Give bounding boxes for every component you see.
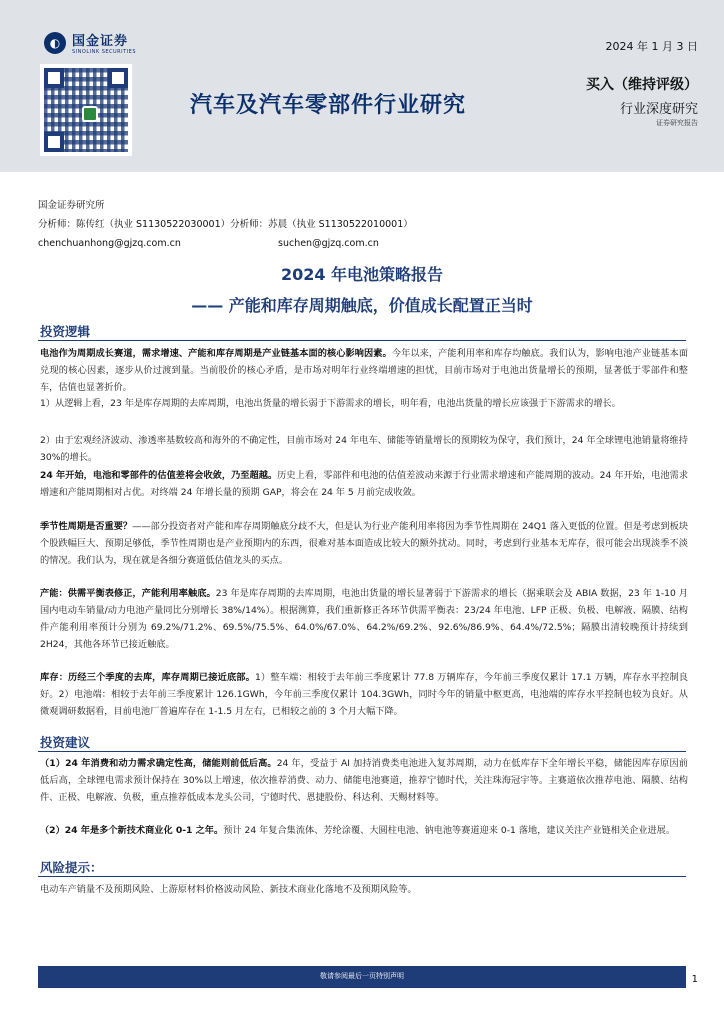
logo-cn: 国金证券 — [72, 34, 129, 49]
report-subtitle: —— 产能和库存周期触底，价值成长配置正当时 — [191, 296, 533, 315]
section-heading-risk: 风险提示： — [40, 860, 103, 875]
company-logo — [44, 30, 136, 55]
report-header — [0, 0, 724, 184]
paragraph-lead: 电池作为周期成长赛道，需求增速、产能和库存周期是产业链基本面的核心影响因素。 — [40, 348, 392, 359]
footer-disclaimer[interactable]: 敬请参阅最后一页特别声明 — [320, 972, 404, 980]
section-heading-logic: 投资逻辑 — [40, 324, 91, 339]
paragraph-lead: （1）24 年消费和动力需求确定性高，储能则前低后高。 — [40, 758, 277, 769]
section-divider — [38, 340, 686, 341]
page-number: 1 — [691, 974, 698, 985]
paragraph: 产能：供需平衡表修正，产能利用率触底。23 年是库存周期的去库周期，电池出货量的增长显著弱于下游需求的增长（据乘联会及 ABIA 数据，23 年 1-10 月国内电动车销量/动力电池产量同比分别增长 38%/14%）。根据测算，我们重新修正各环节供需平衡表：23/24 年电池、LFP 正极、负极、电解液、隔膜、结构件产能利用率预计分别为 69.2%/71.2%、69.5%/75.5%、64.0%/67.0%、64.2%/69.2%、92.6%/86.9%、64.4%/72.5%；隔膜出清较晚预计持续到 2H24，其他各环节已接近触底。 — [40, 588, 688, 650]
paragraph-lead: 产能：供需平衡表修正，产能利用率触底。 — [40, 588, 216, 599]
paragraph: 季节性周期是否重要？——部分投资者对产能和库存周期触底分歧不大，但是认为行业产能利用率将因为季节性周期在 24Q1 落入更低的位置。但是考虑到板块个股跌幅巨大、预期足够低，季节性周期也是产业预期内的东西，很难对基本面造成比较大的额外扰动。同时，考虑到行业基本无库存，很可能会出现淡季不淡的情况。我们认为，现在就是各细分赛道低估值龙头的买点。 — [40, 521, 689, 566]
paragraph-lead: 库存：历经三个季度的去库，库存周期已接近底部。 — [40, 672, 255, 683]
email-link-1[interactable]: chenchuanhong@gjzq.com.cn — [38, 238, 181, 249]
paragraph: （1）24 年消费和动力需求确定性高，储能则前低后高。24 年，受益于 AI 加持消费类电池进入复苏周期，动力在低库存下全年增长平稳，储能因库存原因前低后高，全球锂电需求预计保持在 30%以上增速，依次推荐消费、动力、储能电池赛道，推荐宁德时代，关注珠海冠宇等。主赛道依次推荐电池、隔膜、结构件、正极、电解液、负极，重点推荐低成本龙头公司，宁德时代、恩捷股份、科达利、天赐材料等。 — [40, 758, 688, 803]
paragraph-lead: 24 年开始，电池和零部件的估值差将会收敛，乃至超越。 — [40, 470, 278, 481]
logo-mark-icon: ◐ — [44, 32, 66, 54]
rating-badge: 买入（维持评级） — [586, 77, 698, 93]
institute-name: 国金证券研究所 — [38, 200, 105, 211]
paragraph: 24 年开始，电池和零部件的估值差将会收敛，乃至超越。历史上看，零部件和电池的估值差波动来源于行业需求增速和产能周期的波动。24 年开始，电池需求增速和产能周期相对占优。对终端 24 年增长量的预期 GAP，将会在 24 年 5 月前完成收敛。 — [40, 470, 689, 498]
report-title: 2024 年电池策略报告 — [280, 265, 444, 284]
report-date: 2024 年 1 月 3 日 — [605, 40, 698, 53]
report-subtype: 证券研究报告 — [656, 119, 698, 127]
report-type: 行业深度研究 — [619, 102, 698, 117]
section-heading-advice: 投资建议 — [40, 735, 91, 750]
paragraph: 电动车产销量不及预期风险、上游原材料价格波动风险、新技术商业化落地不及预期风险等。 — [40, 884, 417, 895]
qr-code-icon[interactable] — [40, 64, 132, 156]
analyst-info — [38, 196, 413, 253]
section-divider — [38, 876, 686, 877]
paragraph-lead: （2）24 年是多个新技术商业化 0-1 之年。 — [40, 825, 224, 836]
section-divider — [38, 751, 686, 752]
paragraph: 1）从逻辑上看，23 年是库存周期的去库周期，电池出货量的增长弱于下游需求的增长，明年看，电池出货量的增长应该强于下游需求的增长。 — [40, 398, 621, 409]
logo-en: SINOLINK SECURITIES — [72, 49, 136, 55]
industry-title: 汽车及汽车零部件行业研究 — [190, 93, 467, 118]
paragraph: 库存：历经三个季度的去库，库存周期已接近底部。1）整车端：相较于去年前三季度累计 77.8 万辆库存，今年前三季度仅累计 17.1 万辆，库存水平控制良好。2）电池端：相较于去年前三季度累计 126.1GWh，今年前三季度仅累计 104.3GWh，同时今年的销量中枢更高，电池端的库存水平控制也较为良好。从微观调研数据看，目前电池厂普遍库存在 1-1.5 月左右，已相较之前的 3 个月大幅下降。 — [40, 672, 688, 717]
paragraph-lead: 季节性周期是否重要？ — [40, 521, 133, 532]
paragraph: 电池作为周期成长赛道，需求增速、产能和库存周期是产业链基本面的核心影响因素。今年以来，产能利用率和库存均触底。我们认为，影响电池产业链基本面兑现的核心因素，逐步从价过渡到量。当前股价的核心矛盾，是市场对明年行业终端增速的担忧，目前市场对于电池出货量增长的预期，显著低于零部件和整车，估值也显著折价。 — [40, 348, 689, 393]
email-link-2[interactable]: suchen@gjzq.com.cn — [278, 238, 379, 249]
paragraph: 2）由于宏观经济波动、渗透率基数较高和海外的不确定性，目前市场对 24 年电车、储能等销量增长的预期较为保守，我们预计，24 年全球锂电池销量将维持 30%的增长。 — [40, 435, 688, 463]
analyst-line: 分析师：陈传红（执业 S1130522030001）分析师：苏晨（执业 S1130522010001） — [38, 219, 413, 230]
paragraph: （2）24 年是多个新技术商业化 0-1 之年。预计 24 年复合集流体、芳纶涂覆、大圆柱电池、钠电池等赛道迎来 0-1 落地，建议关注产业链相关企业进展。 — [40, 825, 676, 836]
